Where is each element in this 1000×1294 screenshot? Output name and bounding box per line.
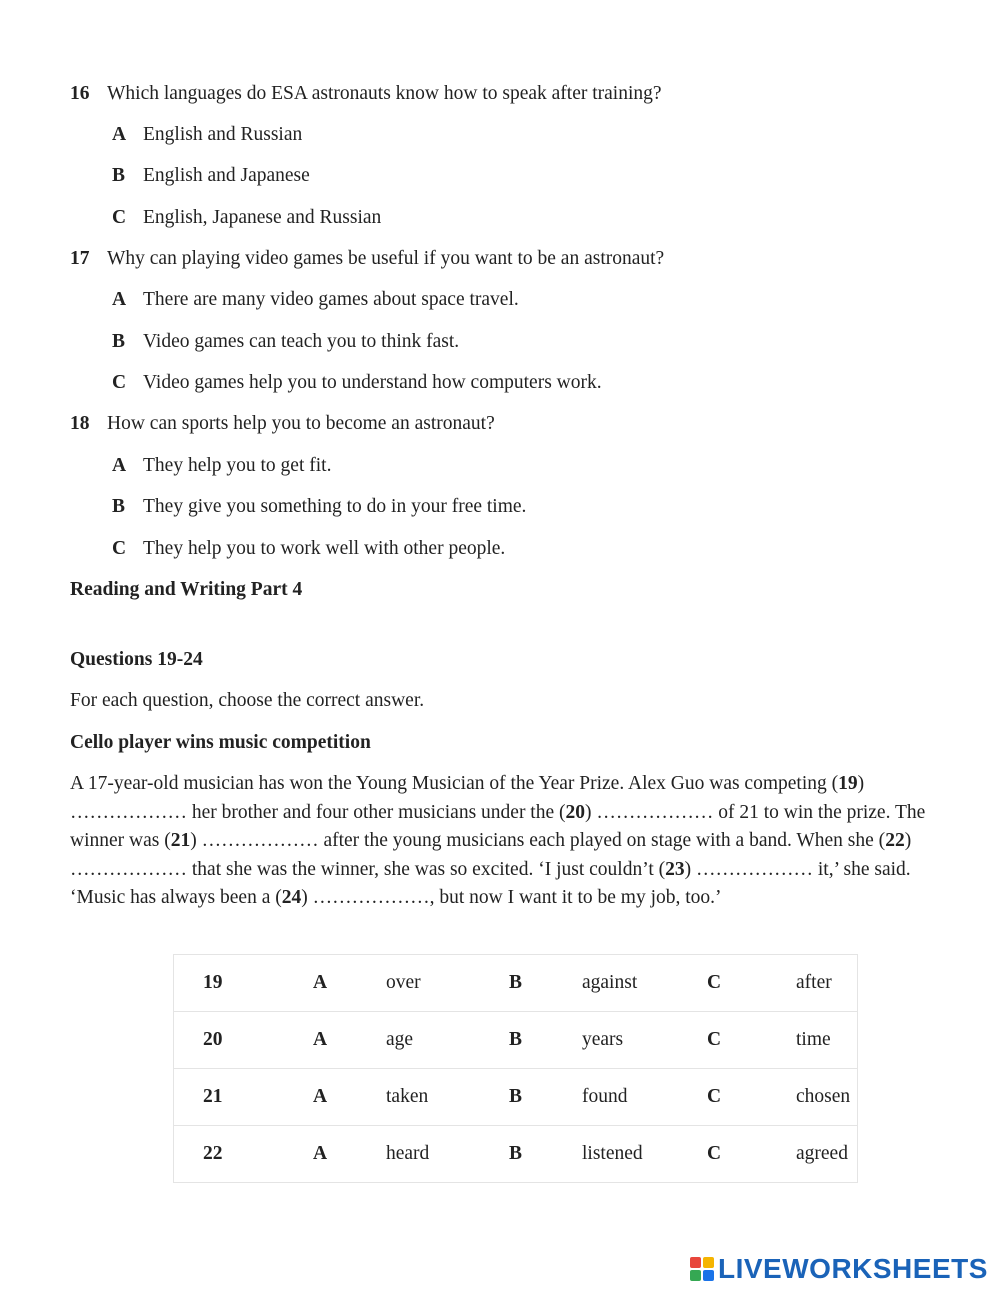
option-text: Video games help you to understand how computers work. bbox=[143, 372, 602, 393]
option-18-c[interactable] bbox=[112, 538, 505, 560]
option-letter: C bbox=[707, 1126, 796, 1183]
logo-icon bbox=[690, 1257, 714, 1281]
question-text: How can sports help you to become an astronaut? bbox=[107, 413, 495, 434]
table-row bbox=[174, 1126, 858, 1183]
row-number: 19 bbox=[174, 955, 314, 1012]
passage-text: ) ……………… that she was the winner, she was so excited. ‘I just couldn’t ( bbox=[70, 830, 912, 880]
option-b-word[interactable]: found bbox=[582, 1069, 707, 1126]
passage-text: ) ……………… of 21 to win the prize. The winner was ( bbox=[70, 801, 926, 851]
option-letter: C bbox=[707, 955, 796, 1012]
logo-square bbox=[690, 1270, 701, 1281]
section-title: Reading and Writing Part 4 bbox=[70, 579, 303, 600]
option-b-word[interactable]: years bbox=[582, 1012, 707, 1069]
option-18-b[interactable] bbox=[112, 496, 526, 518]
option-letter: A bbox=[313, 1069, 386, 1126]
table-row bbox=[174, 1012, 858, 1069]
logo-square bbox=[703, 1270, 714, 1281]
question-number: 16 bbox=[70, 83, 90, 104]
option-letter: A bbox=[112, 455, 127, 476]
option-letter: A bbox=[313, 955, 386, 1012]
passage-text: ) ……………… it,’ she said. ‘Music has always been a ( bbox=[70, 858, 911, 908]
gap-21[interactable]: 21 bbox=[170, 830, 191, 851]
option-letter: C bbox=[112, 538, 127, 559]
option-letter: B bbox=[112, 496, 126, 517]
option-letter: B bbox=[112, 331, 126, 352]
option-17-a[interactable] bbox=[112, 289, 519, 311]
option-text: They help you to get fit. bbox=[143, 455, 332, 476]
article-title: Cello player wins music competition bbox=[70, 732, 371, 753]
option-c-word[interactable]: time bbox=[796, 1012, 858, 1069]
option-letter: C bbox=[112, 207, 127, 228]
option-a-word[interactable]: age bbox=[386, 1012, 509, 1069]
question-text: Which languages do ESA astronauts know how to speak after training? bbox=[107, 83, 662, 104]
option-a-word[interactable]: over bbox=[386, 955, 509, 1012]
question-number: 17 bbox=[70, 248, 90, 269]
passage-text: ) ……………… her brother and four other musicians under the ( bbox=[70, 773, 865, 823]
passage-text: A 17-year-old musician has won the Young Musician of the Year Prize. Alex Guo was competing ( bbox=[70, 773, 839, 794]
gap-22[interactable]: 22 bbox=[885, 830, 905, 851]
question-16 bbox=[70, 83, 662, 105]
row-number: 20 bbox=[174, 1012, 314, 1069]
option-letter: A bbox=[112, 124, 127, 145]
option-16-a[interactable] bbox=[112, 124, 302, 146]
option-c-word[interactable]: chosen bbox=[796, 1069, 858, 1126]
option-letter: B bbox=[509, 1126, 582, 1183]
questions-range: Questions 19-24 bbox=[70, 649, 203, 670]
gap-19[interactable]: 19 bbox=[838, 773, 858, 794]
option-letter: A bbox=[112, 289, 127, 310]
question-text: Why can playing video games be useful if you want to be an astronaut? bbox=[107, 248, 665, 269]
question-number: 18 bbox=[70, 413, 90, 434]
option-text: English and Japanese bbox=[143, 165, 310, 186]
option-letter: B bbox=[509, 1012, 582, 1069]
option-text: They give you something to do in your free time. bbox=[143, 496, 527, 517]
option-a-word[interactable]: taken bbox=[386, 1069, 509, 1126]
table-row bbox=[174, 955, 858, 1012]
option-c-word[interactable]: after bbox=[796, 955, 858, 1012]
logo-text: LIVEWORKSHEETS bbox=[718, 1253, 988, 1284]
option-text: English and Russian bbox=[143, 124, 303, 145]
option-c-word[interactable]: agreed bbox=[796, 1126, 858, 1183]
option-text: Video games can teach you to think fast. bbox=[143, 331, 460, 352]
passage-text: ) ………………, but now I want it to be my job, too.’ bbox=[301, 887, 722, 908]
question-17 bbox=[70, 248, 664, 270]
instruction: For each question, choose the correct answer. bbox=[70, 690, 425, 711]
option-text: English, Japanese and Russian bbox=[143, 207, 382, 228]
row-number: 22 bbox=[174, 1126, 314, 1183]
option-16-b[interactable] bbox=[112, 165, 310, 187]
option-17-c[interactable] bbox=[112, 372, 602, 394]
liveworksheets-logo[interactable] bbox=[690, 1254, 988, 1284]
option-18-a[interactable] bbox=[112, 455, 331, 477]
option-letter: B bbox=[509, 955, 582, 1012]
option-b-word[interactable]: listened bbox=[582, 1126, 707, 1183]
option-letter: C bbox=[707, 1012, 796, 1069]
gap-24[interactable]: 24 bbox=[281, 887, 302, 908]
passage bbox=[70, 770, 930, 913]
answer-options-table bbox=[173, 954, 858, 1183]
option-16-c[interactable] bbox=[112, 207, 381, 229]
logo-square bbox=[690, 1257, 701, 1268]
gap-23[interactable]: 23 bbox=[665, 858, 685, 880]
question-18 bbox=[70, 413, 495, 435]
option-letter: B bbox=[112, 165, 126, 186]
option-letter: A bbox=[313, 1012, 386, 1069]
option-b-word[interactable]: against bbox=[582, 955, 707, 1012]
option-text: There are many video games about space travel. bbox=[143, 289, 519, 310]
passage-text: ) ……………… after the young musicians each played on stage with a band. When she ( bbox=[190, 830, 886, 851]
logo-square bbox=[703, 1257, 714, 1268]
option-a-word[interactable]: heard bbox=[386, 1126, 509, 1183]
gap-20[interactable]: 20 bbox=[565, 801, 585, 823]
table-row bbox=[174, 1069, 858, 1126]
option-text: They help you to work well with other people. bbox=[143, 538, 506, 559]
option-letter: B bbox=[509, 1069, 582, 1126]
option-letter: C bbox=[112, 372, 127, 393]
option-letter: C bbox=[707, 1069, 796, 1126]
option-17-b[interactable] bbox=[112, 331, 459, 353]
option-letter: A bbox=[313, 1126, 386, 1183]
row-number: 21 bbox=[174, 1069, 314, 1126]
